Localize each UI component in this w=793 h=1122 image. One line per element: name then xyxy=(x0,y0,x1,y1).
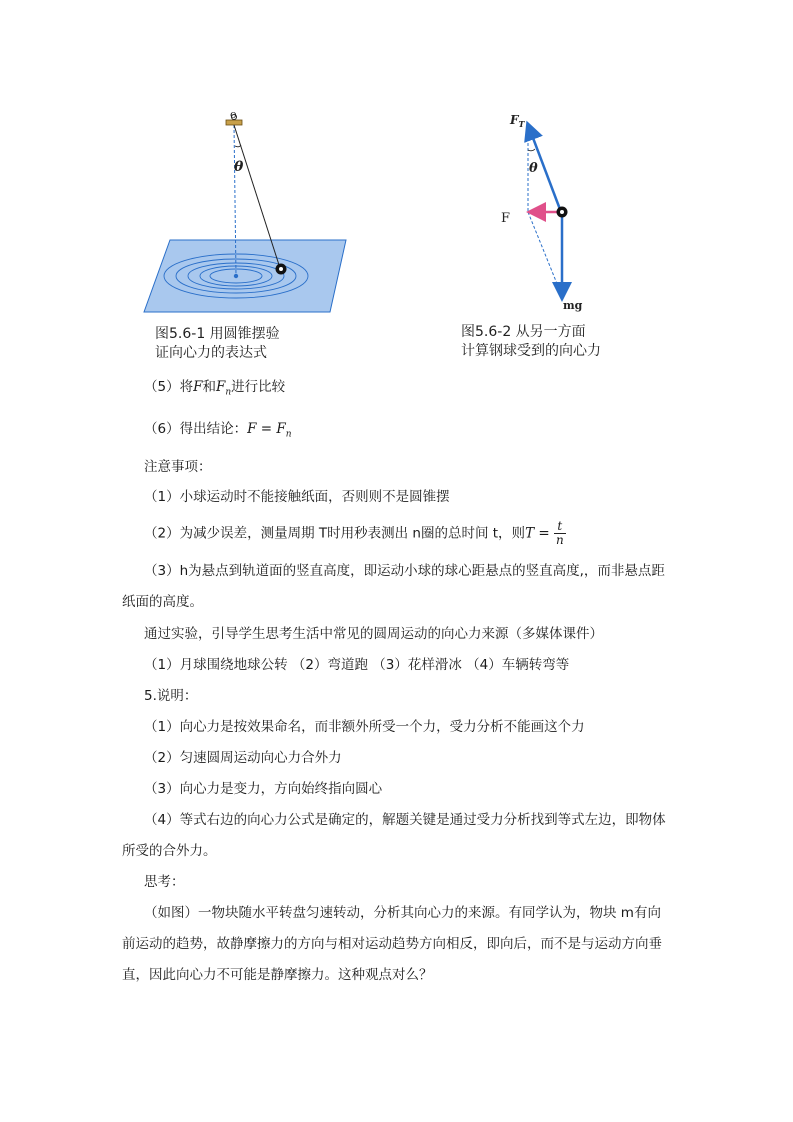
note-1: （1）小球运动时不能接触纸面，否则则不是圆锥摆 xyxy=(144,489,450,505)
paper-plane xyxy=(144,240,346,312)
gravity-label: mg xyxy=(563,299,583,312)
step-6: （6）得出结论：$F = F_n$ xyxy=(144,421,292,440)
net-force-label: F xyxy=(501,211,511,226)
figure1-caption-line1: 图5.6-1 用圆锥摆验 xyxy=(155,326,280,342)
figure-force-analysis xyxy=(490,106,610,316)
explanation-2: （2）匀速圆周运动向心力合外力 xyxy=(144,750,342,766)
angle-arc-2 xyxy=(528,149,535,151)
explanation-heading: 5.说明： xyxy=(144,688,198,704)
experiment-examples: （1）月球围绕地球公转 （2）弯道跑 （3）花样滑冰 （4）车辆转弯等 xyxy=(144,657,570,673)
note-3-line1: （3）h为悬点到轨道面的竖直高度，即运动小球的球心距悬点的竖直高度,，而非悬点距 xyxy=(144,563,665,579)
explanation-4-line1: （4）等式右边的向心力公式是确定的，解题关键是通过受力分析找到等式左边，即物体 xyxy=(144,812,666,828)
thinking-question-line2: 前运动的趋势，故静摩擦力的方向与相对运动趋势方向相反，即向后，而不是与运动方向垂 xyxy=(122,936,662,952)
figure1-caption xyxy=(155,325,280,363)
figure-conical-pendulum xyxy=(140,108,380,318)
notes-heading: 注意事项： xyxy=(144,459,212,475)
note-3-line2: 纸面的高度。 xyxy=(122,594,203,610)
explanation-3: （3）向心力是变力，方向始终指向圆心 xyxy=(144,781,383,797)
angle-label-2: θ xyxy=(529,161,538,176)
explanation-4-line2: 所受的合外力。 xyxy=(122,843,217,859)
figure1-caption-line2: 证向心力的表达式 xyxy=(155,345,267,361)
tension-label: $F_T$ xyxy=(510,113,525,129)
explanation-1: （1）向心力是按效果命名，而非额外所受一个力，受力分析不能画这个力 xyxy=(144,719,585,735)
step-5: （5）将F和$F_n$进行比较 xyxy=(144,379,286,398)
figure2-caption-line1: 图5.6-2 从另一方面 xyxy=(461,324,586,340)
thinking-question-line3: 直，因此向心力不可能是静摩擦力。这种观点对么？ xyxy=(122,967,433,983)
thinking-heading: 思考： xyxy=(144,874,185,890)
experiment-intro: 通过实验，引导学生思考生活中常见的圆周运动的向心力来源（多媒体课件） xyxy=(144,626,603,642)
angle-label: θ xyxy=(234,159,244,175)
thinking-question-line1: （如图）一物块随水平转盘匀速转动，分析其向心力的来源。有同学认为，物块 m有向 xyxy=(144,905,661,921)
figure2-caption-line2: 计算钢球受到的向心力 xyxy=(461,343,601,359)
figure2-caption xyxy=(461,323,601,361)
note-2: （2）为减少误差，测量周期 T时用秒表测出 n圈的总时间 t，则T = $\frac{t}{n}$ xyxy=(144,519,564,547)
dashed-diagonal xyxy=(528,212,562,296)
pivot-label: o xyxy=(230,108,237,121)
